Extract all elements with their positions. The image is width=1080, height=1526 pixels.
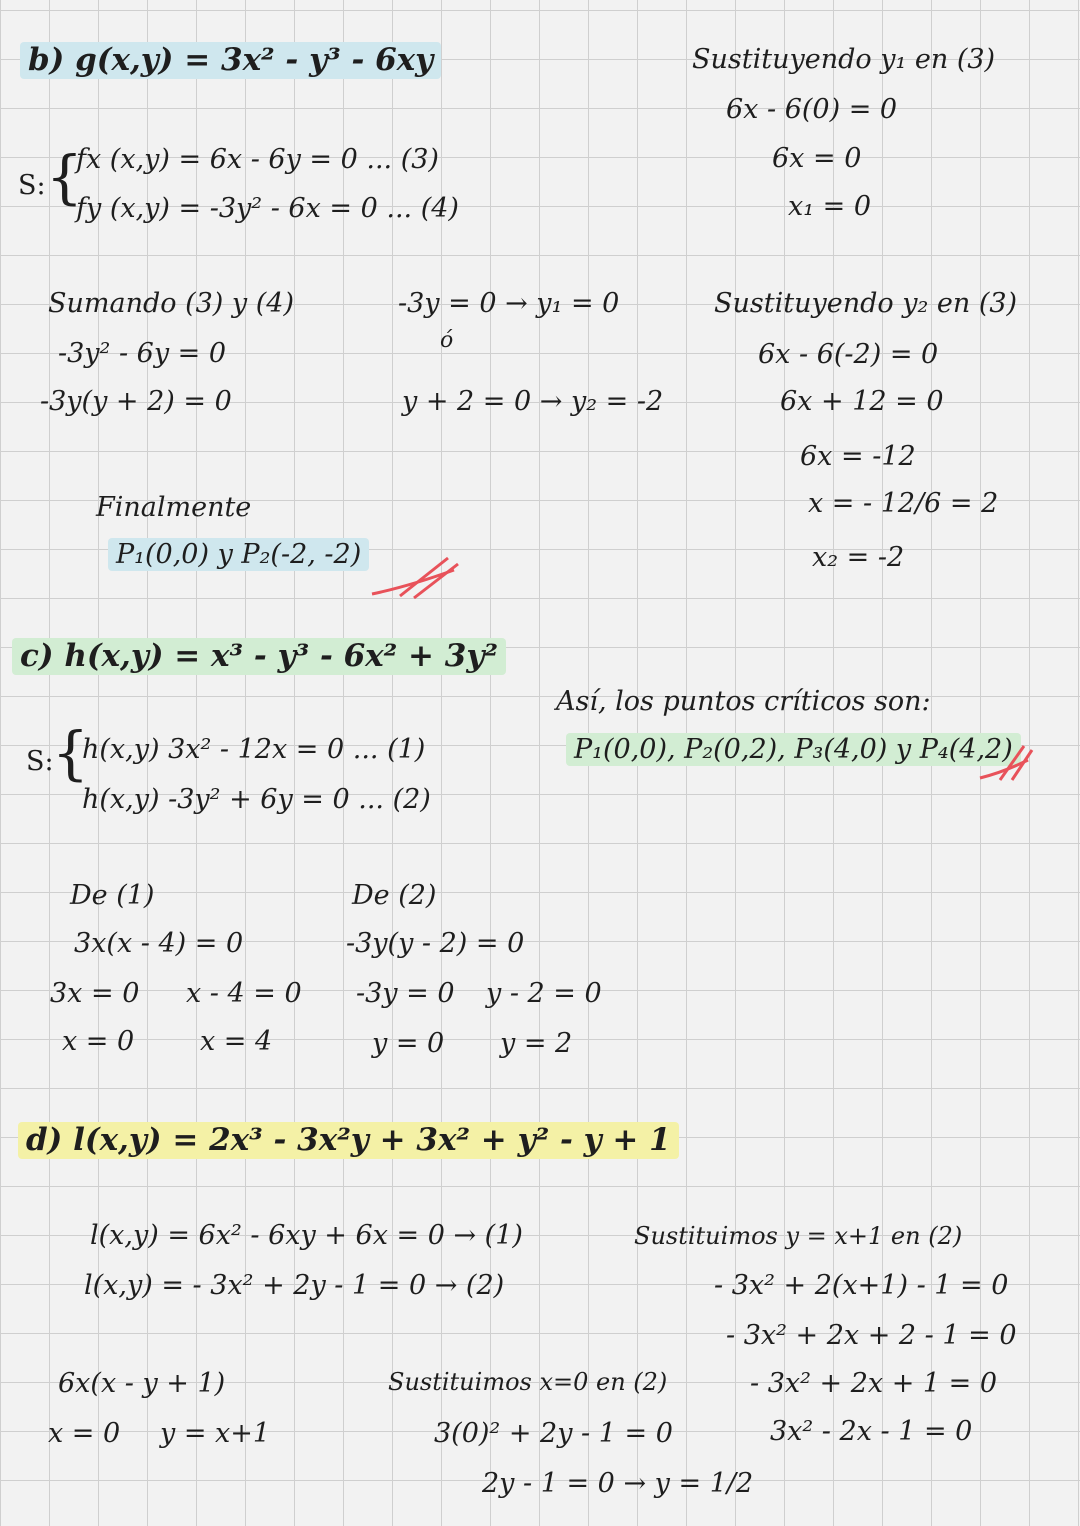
sub-y-line-3-d: - 3x² + 2x + 1 = 0 [750, 1368, 998, 1399]
de-2-case-a-1-c: -3y = 0 [356, 978, 455, 1009]
check-mark-icon [978, 740, 1034, 784]
de-2-title-c: De (2) [352, 880, 437, 911]
factor-case-a-d: x = 0 [48, 1418, 121, 1449]
or-b: ó [440, 328, 454, 353]
sub-2-line-1-b: 6x - 6(-2) = 0 [758, 339, 939, 370]
sub-2-line-2-b: 6x + 12 = 0 [780, 386, 944, 417]
system-brace-c: { [52, 719, 89, 787]
sub-2-line-4-b: x = - 12/6 = 2 [808, 488, 999, 519]
section-b-title: b) g(x,y) = 3x² - y³ - 6xy [20, 42, 441, 79]
summary-points-c: P₁(0,0), P₂(0,2), P₃(4,0) y P₄(4,2) [566, 733, 1021, 766]
sum-title-b: Sumando (3) y (4) [48, 288, 295, 319]
de-2-line-1-c: -3y(y - 2) = 0 [346, 928, 525, 959]
equation-1-c: h(x,y) 3x² - 12x = 0 ... (1) [82, 734, 426, 765]
sub-2-line-3-b: 6x = -12 [800, 441, 916, 472]
equation-2-d: l(x,y) = - 3x² + 2y - 1 = 0 → (2) [84, 1270, 505, 1301]
sub-y-line-2-d: - 3x² + 2x + 2 - 1 = 0 [726, 1320, 1017, 1351]
section-c-title: c) h(x,y) = x³ - y³ - 6x² + 3y² [12, 638, 506, 675]
factorization-d: 6x(x - y + 1) [58, 1368, 226, 1399]
sub-2-line-5-b: x₂ = -2 [812, 542, 905, 573]
root-2-b: y + 2 = 0 → y₂ = -2 [402, 386, 664, 417]
equation-4-b: fy (x,y) = -3y² - 6x = 0 ... (4) [76, 193, 459, 224]
system-label-b: S: [18, 170, 46, 201]
sub-y-line-1-d: - 3x² + 2(x+1) - 1 = 0 [714, 1270, 1009, 1301]
sub-1-line-1-b: 6x - 6(0) = 0 [726, 94, 898, 125]
equation-1-d: l(x,y) = 6x² - 6xy + 6x = 0 → (1) [90, 1220, 523, 1251]
equation-3-b: fx (x,y) = 6x - 6y = 0 ... (3) [76, 144, 439, 175]
final-points-b: P₁(0,0) y P₂(-2, -2) [108, 538, 369, 571]
sub-1-title-b: Sustituyendo y₁ en (3) [692, 44, 996, 75]
equation-2-c: h(x,y) -3y² + 6y = 0 ... (2) [82, 784, 431, 815]
sub-y-line-4-d: 3x² - 2x - 1 = 0 [770, 1416, 973, 1447]
sub-x-line-2-d: 2y - 1 = 0 → y = 1/2 [482, 1468, 754, 1499]
root-1-b: -3y = 0 → y₁ = 0 [398, 288, 620, 319]
sub-x-line-1-d: 3(0)² + 2y - 1 = 0 [434, 1418, 673, 1449]
sub-x-title-d: Sustituimos x=0 en (2) [388, 1368, 668, 1396]
de-1-case-a-2-c: x = 0 [62, 1026, 135, 1057]
system-brace-b: { [46, 143, 83, 211]
sub-1-line-3-b: x₁ = 0 [788, 191, 872, 222]
final-title-b: Finalmente [96, 492, 252, 523]
sum-line-2-b: -3y(y + 2) = 0 [40, 386, 232, 417]
factor-case-b-d: y = x+1 [160, 1418, 271, 1449]
de-1-case-b-2-c: x = 4 [200, 1026, 273, 1057]
sub-y-title-d: Sustituimos y = x+1 en (2) [634, 1222, 963, 1250]
sub-2-title-b: Sustituyendo y₂ en (3) [714, 288, 1018, 319]
de-2-case-a-2-c: y = 0 [372, 1028, 445, 1059]
de-1-case-b-1-c: x - 4 = 0 [186, 978, 302, 1009]
de-1-title-c: De (1) [70, 880, 155, 911]
de-2-case-b-1-c: y - 2 = 0 [486, 978, 602, 1009]
check-mark-icon [370, 548, 460, 602]
de-1-line-1-c: 3x(x - 4) = 0 [74, 928, 244, 959]
system-label-c: S: [26, 746, 54, 777]
sub-1-line-2-b: 6x = 0 [772, 143, 862, 174]
de-2-case-b-2-c: y = 2 [500, 1028, 573, 1059]
de-1-case-a-1-c: 3x = 0 [50, 978, 140, 1009]
section-d-title: d) l(x,y) = 2x³ - 3x²y + 3x² + y² - y + 1 [18, 1122, 679, 1159]
sum-line-1-b: -3y² - 6y = 0 [58, 338, 227, 369]
summary-title-c: Así, los puntos críticos son: [556, 686, 931, 717]
